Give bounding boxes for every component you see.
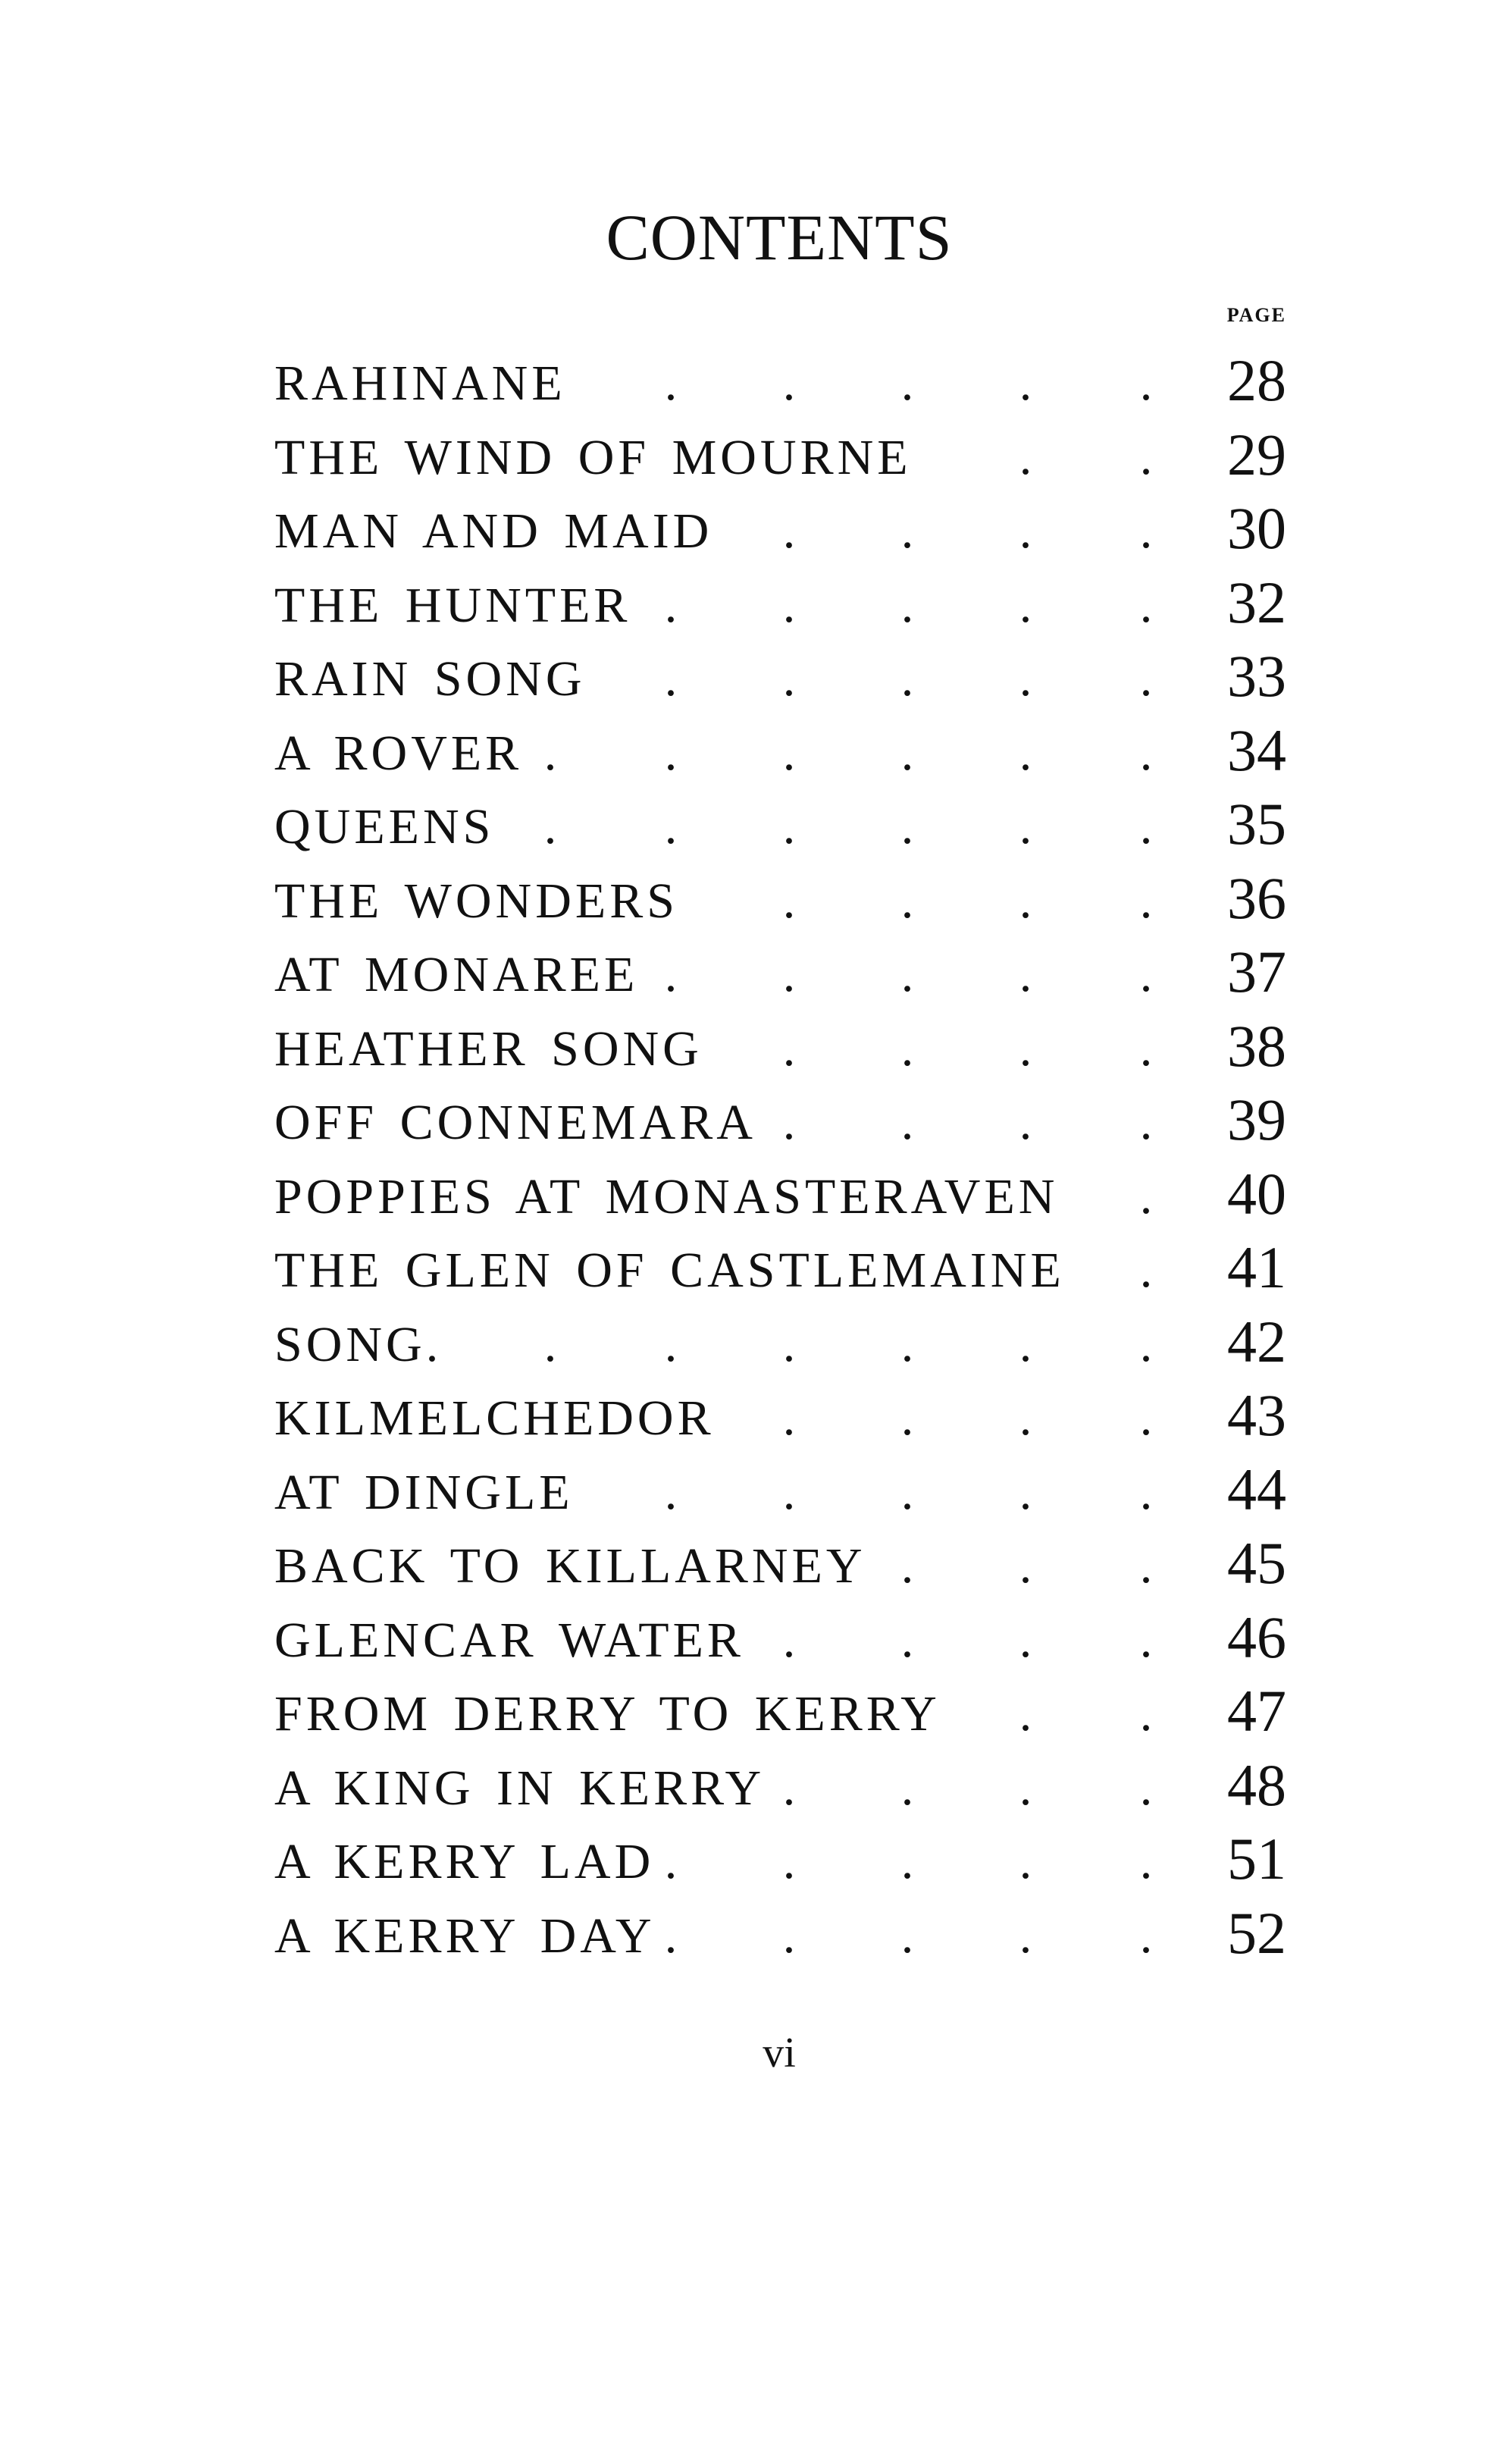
leader-dot: .: [900, 577, 914, 633]
entry-page-number: 41: [1227, 1234, 1286, 1300]
leader-dot: .: [782, 1834, 796, 1889]
leader-dot: .: [664, 947, 678, 1002]
entry-title: A KING IN KERRY: [274, 1760, 766, 1816]
entry-page-number: 39: [1227, 1086, 1286, 1152]
leader-dot: .: [1019, 1908, 1032, 1964]
leader-dot: .: [1139, 1464, 1153, 1520]
leader-dot: .: [543, 1316, 557, 1372]
leader-dot: .: [1139, 1538, 1153, 1594]
leader-dot: .: [1019, 1612, 1032, 1668]
leader-dot: .: [664, 1908, 678, 1964]
leader-dot: .: [782, 651, 796, 707]
leader-dot: .: [1019, 1464, 1032, 1520]
entry-title: THE WIND OF MOURNE: [274, 429, 912, 485]
entry-title: A ROVER: [274, 725, 523, 781]
contents-heading: CONTENTS: [606, 201, 953, 274]
page-column-label: PAGE: [1226, 304, 1286, 326]
leader-dot: .: [1139, 1908, 1153, 1964]
leader-dot: .: [1019, 429, 1032, 485]
entry-title: AT DINGLE: [274, 1464, 574, 1520]
leader-dot: .: [425, 1316, 439, 1372]
toc-entry: [0, 497, 1497, 573]
entry-page-number: 33: [1227, 643, 1286, 709]
entry-title: AT MONAREE: [274, 947, 639, 1002]
toc-entry: [0, 864, 1497, 943]
leader-dot: .: [900, 1612, 914, 1668]
leader-dot: .: [900, 503, 914, 559]
leader-dot: .: [1139, 1686, 1153, 1741]
toc-entry: [0, 941, 1497, 1017]
entry-page-number: 40: [1227, 1160, 1286, 1227]
entry-title: OFF CONNEMARA: [274, 1095, 756, 1150]
toc-entry: [0, 1086, 1497, 1165]
leader-dot: .: [1019, 1538, 1032, 1594]
toc-entry: [0, 793, 1497, 869]
leader-dot: .: [664, 356, 678, 411]
entry-title: BACK TO KILLARNEY: [274, 1538, 866, 1594]
leader-dot: .: [782, 1095, 796, 1150]
leader-dot: .: [900, 725, 914, 781]
leader-dot: .: [782, 356, 796, 411]
leader-dot: .: [664, 799, 678, 854]
leader-dot: .: [664, 577, 678, 633]
entry-page-number: 52: [1227, 1899, 1286, 1966]
toc-entry: [0, 1899, 1497, 1978]
leader-dot: .: [1019, 356, 1032, 411]
toc-entry: [0, 1160, 1497, 1239]
entry-page-number: 44: [1227, 1456, 1286, 1522]
leader-dot: .: [900, 651, 914, 707]
entry-title: KILMELCHEDOR: [274, 1390, 715, 1446]
entry-title: GLENCAR WATER: [274, 1612, 744, 1668]
leader-dot: .: [1019, 799, 1032, 854]
leader-dot: .: [1139, 1612, 1153, 1668]
entry-title: A KERRY LAD: [274, 1834, 655, 1889]
leader-dot: .: [900, 1390, 914, 1446]
leader-dot: .: [782, 799, 796, 854]
entry-page-number: 51: [1227, 1826, 1286, 1892]
entry-title: THE WONDERS: [274, 873, 678, 929]
leader-dot: .: [664, 651, 678, 707]
toc-entry: [0, 1012, 1497, 1091]
toc-entry: [0, 1828, 1497, 1904]
leader-dot: .: [664, 1316, 678, 1372]
entry-page-number: 35: [1227, 791, 1286, 857]
leader-dot: .: [1019, 947, 1032, 1002]
leader-dot: .: [1139, 577, 1153, 633]
entry-page-number: 37: [1227, 939, 1286, 1005]
entry-page-number: 42: [1227, 1308, 1286, 1375]
entry-page-number: 34: [1227, 716, 1286, 783]
leader-dot: .: [664, 1834, 678, 1889]
leader-dot: .: [900, 356, 914, 411]
leader-dot: .: [1139, 651, 1153, 707]
leader-dot: .: [900, 947, 914, 1002]
leader-dot: .: [1139, 503, 1153, 559]
leader-dot: .: [1139, 725, 1153, 781]
page-folio: vi: [763, 2030, 796, 2077]
leader-dot: .: [782, 1390, 796, 1446]
leader-dot: .: [1019, 1095, 1032, 1150]
leader-dot: .: [782, 725, 796, 781]
entry-page-number: 48: [1227, 1751, 1286, 1818]
entry-page-number: 28: [1227, 347, 1286, 413]
leader-dot: .: [782, 503, 796, 559]
toc-entry: [0, 645, 1497, 721]
entry-title: MAN AND MAID: [274, 503, 713, 559]
leader-dot: .: [1139, 1020, 1153, 1077]
toc-entry: [0, 569, 1497, 647]
leader-dot: .: [782, 947, 796, 1002]
entry-page-number: 30: [1227, 495, 1286, 561]
toc-entry: [0, 421, 1497, 500]
toc-entry: [0, 1532, 1497, 1608]
leader-dot: .: [1139, 947, 1153, 1002]
leader-dot: .: [900, 1095, 914, 1150]
leader-dot: .: [1139, 1168, 1153, 1224]
toc-entry: [0, 1308, 1497, 1387]
toc-entry: [0, 1603, 1497, 1682]
entry-title: RAHINANE: [274, 356, 566, 411]
entry-page-number: 45: [1227, 1530, 1286, 1596]
entry-title: FROM DERRY TO KERRY: [274, 1686, 941, 1741]
leader-dot: .: [782, 873, 796, 929]
toc-entry: [0, 1384, 1497, 1460]
leader-dot: .: [1139, 1760, 1153, 1816]
leader-dot: .: [664, 725, 678, 781]
leader-dot: .: [1139, 429, 1153, 485]
toc-entry: [0, 1456, 1497, 1535]
toc-entry: [0, 716, 1497, 795]
leader-dot: .: [1019, 503, 1032, 559]
leader-dot: .: [782, 577, 796, 633]
leader-dot: .: [543, 799, 557, 854]
leader-dot: .: [1139, 1243, 1153, 1298]
leader-dot: .: [782, 1020, 796, 1077]
entry-page-number: 29: [1227, 421, 1286, 487]
leader-dot: .: [1139, 1095, 1153, 1150]
leader-dot: .: [1139, 1316, 1153, 1372]
entry-title: THE GLEN OF CASTLEMAINE: [274, 1243, 1065, 1298]
leader-dot: .: [900, 799, 914, 854]
leader-dot: .: [900, 1760, 914, 1816]
entry-title: QUEENS: [274, 799, 495, 854]
leader-dot: .: [782, 1464, 796, 1520]
leader-dot: .: [1019, 1020, 1032, 1077]
leader-dot: .: [1019, 577, 1032, 633]
entry-title: SONG: [274, 1316, 426, 1372]
leader-dot: .: [782, 1612, 796, 1668]
leader-dot: .: [1019, 873, 1032, 929]
leader-dot: .: [1019, 1760, 1032, 1816]
entry-page-number: 36: [1227, 864, 1286, 931]
entry-page-number: 47: [1227, 1678, 1286, 1744]
leader-dot: .: [1139, 873, 1153, 929]
entry-page-number: 38: [1227, 1012, 1286, 1079]
leader-dot: .: [543, 725, 557, 781]
leader-dot: .: [900, 1834, 914, 1889]
entry-page-number: 43: [1227, 1382, 1286, 1448]
entry-title: A KERRY DAY: [274, 1908, 656, 1964]
leader-dot: .: [1019, 1686, 1032, 1741]
leader-dot: .: [900, 1020, 914, 1077]
entry-title: POPPIES AT MONASTERAVEN: [274, 1168, 1059, 1224]
leader-dot: .: [1139, 799, 1153, 854]
entry-title: HEATHER SONG: [274, 1020, 703, 1077]
toc-entry: [0, 347, 1497, 425]
leader-dot: .: [900, 1316, 914, 1372]
toc-entry: [0, 1751, 1497, 1830]
leader-dot: .: [1019, 651, 1032, 707]
toc-entry: [0, 1680, 1497, 1756]
leader-dot: .: [1019, 725, 1032, 781]
leader-dot: .: [1139, 1834, 1153, 1889]
leader-dot: .: [900, 1464, 914, 1520]
leader-dot: .: [1019, 1316, 1032, 1372]
entry-title: RAIN SONG: [274, 651, 586, 707]
entry-page-number: 46: [1227, 1603, 1286, 1670]
leader-dot: .: [1139, 1390, 1153, 1446]
entry-page-number: 32: [1227, 569, 1286, 635]
leader-dot: .: [1019, 1390, 1032, 1446]
toc-entry: [0, 1234, 1497, 1312]
leader-dot: .: [1139, 356, 1153, 411]
leader-dot: .: [900, 1908, 914, 1964]
leader-dot: .: [782, 1316, 796, 1372]
leader-dot: .: [900, 873, 914, 929]
leader-dot: .: [1019, 1834, 1032, 1889]
leader-dot: .: [782, 1760, 796, 1816]
leader-dot: .: [900, 1538, 914, 1594]
entry-title: THE HUNTER: [274, 577, 631, 633]
leader-dot: .: [664, 1464, 678, 1520]
leader-dot: .: [782, 1908, 796, 1964]
